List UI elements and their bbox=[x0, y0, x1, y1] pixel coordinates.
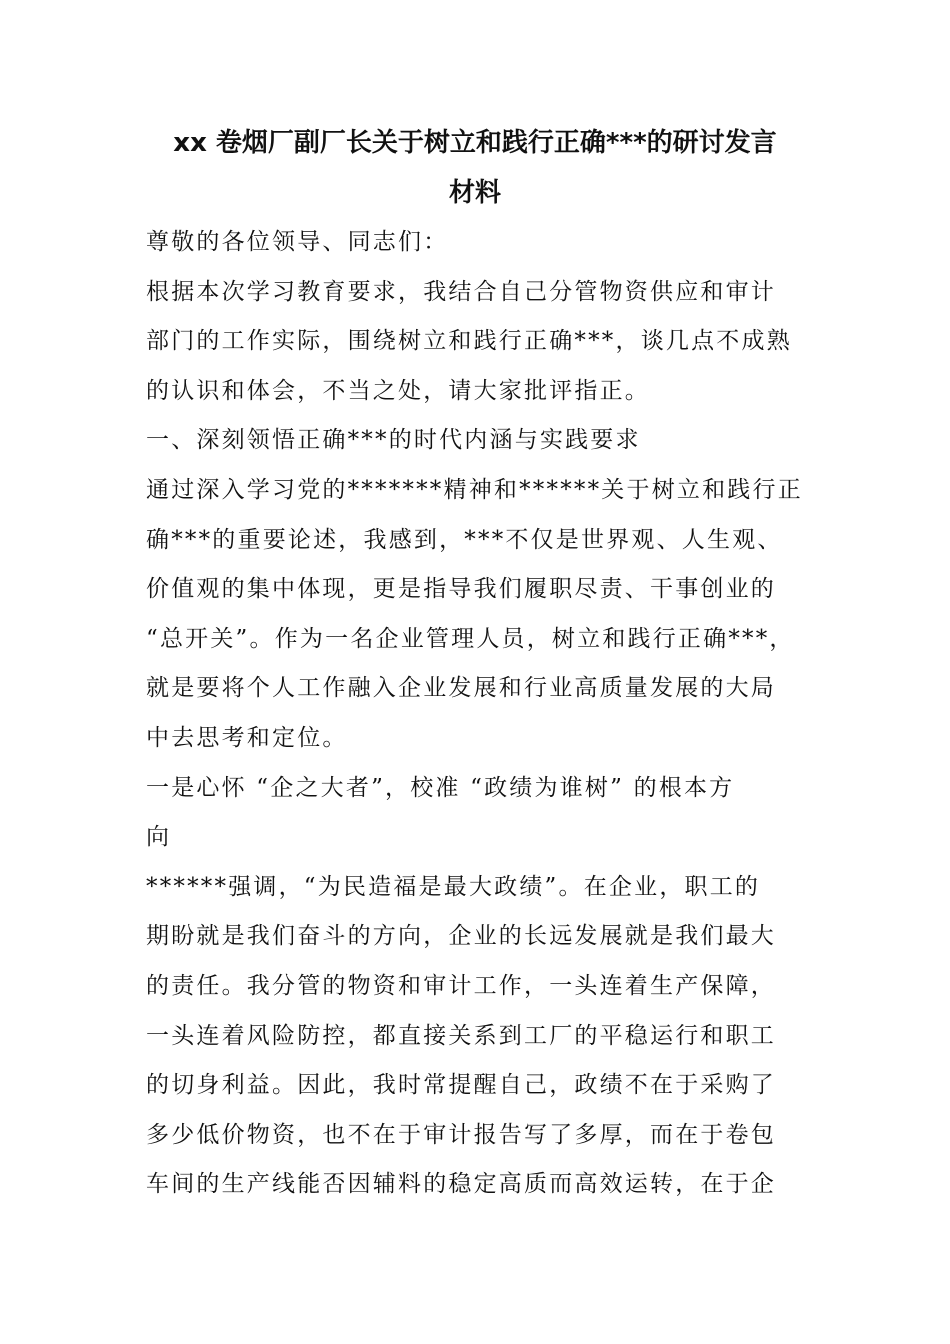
title-line-1: xx 卷烟厂副厂长关于树立和践行正确***的研讨发言 bbox=[173, 128, 777, 158]
body-line: 确***的重要论述，我感到，***不仅是世界观、人生观、 bbox=[146, 526, 783, 553]
title-line-2: 材料 bbox=[448, 178, 501, 208]
subheading: 向 bbox=[146, 824, 172, 851]
section-heading: 一、深刻领悟正确***的时代内涵与实践要求 bbox=[146, 427, 641, 454]
body-line: 一头连着风险防控，都直接关系到工厂的平稳运行和职工 bbox=[146, 1022, 776, 1049]
body-line: 的切身利益。因此，我时常提醒自己，政绩不在于采购了 bbox=[146, 1072, 776, 1099]
body-line: 通过深入学习党的*******精神和******关于树立和践行正 bbox=[146, 476, 803, 503]
body-line: 期盼就是我们奋斗的方向，企业的长远发展就是我们最大 bbox=[146, 923, 776, 950]
body-line: 价值观的集中体现，更是指导我们履职尽责、干事创业的 bbox=[146, 576, 776, 603]
body-line: 根据本次学习教育要求，我结合自己分管物资供应和审计 bbox=[146, 278, 776, 305]
document-title bbox=[135, 118, 815, 218]
body-line: 的认识和体会，不当之处，请大家批评指正。 bbox=[146, 377, 650, 404]
body-line: 中去思考和定位。 bbox=[146, 724, 348, 751]
body-line: 的责任。我分管的物资和审计工作，一头连着生产保障， bbox=[146, 972, 776, 999]
document-body bbox=[146, 218, 826, 1210]
body-line: ******强调，“为民造福是最大政绩”。在企业，职工的 bbox=[146, 873, 761, 900]
body-line: 就是要将个人工作融入企业发展和行业高质量发展的大局 bbox=[146, 675, 776, 702]
body-line: 多少低价物资，也不在于审计报告写了多厚，而在于卷包 bbox=[146, 1121, 776, 1148]
salutation: 尊敬的各位领导、同志们： bbox=[146, 229, 449, 255]
body-line: 车间的生产线能否因辅料的稳定高质而高效运转，在于企 bbox=[146, 1171, 776, 1198]
body-line: 部门的工作实际，围绕树立和践行正确***，谈几点不成熟 bbox=[146, 328, 792, 355]
subheading: 一是心怀 “企之大者”，校准 “政绩为谁树” 的根本方 bbox=[146, 774, 735, 801]
body-line: “总开关”。作为一名企业管理人员，树立和践行正确***， bbox=[146, 625, 795, 652]
